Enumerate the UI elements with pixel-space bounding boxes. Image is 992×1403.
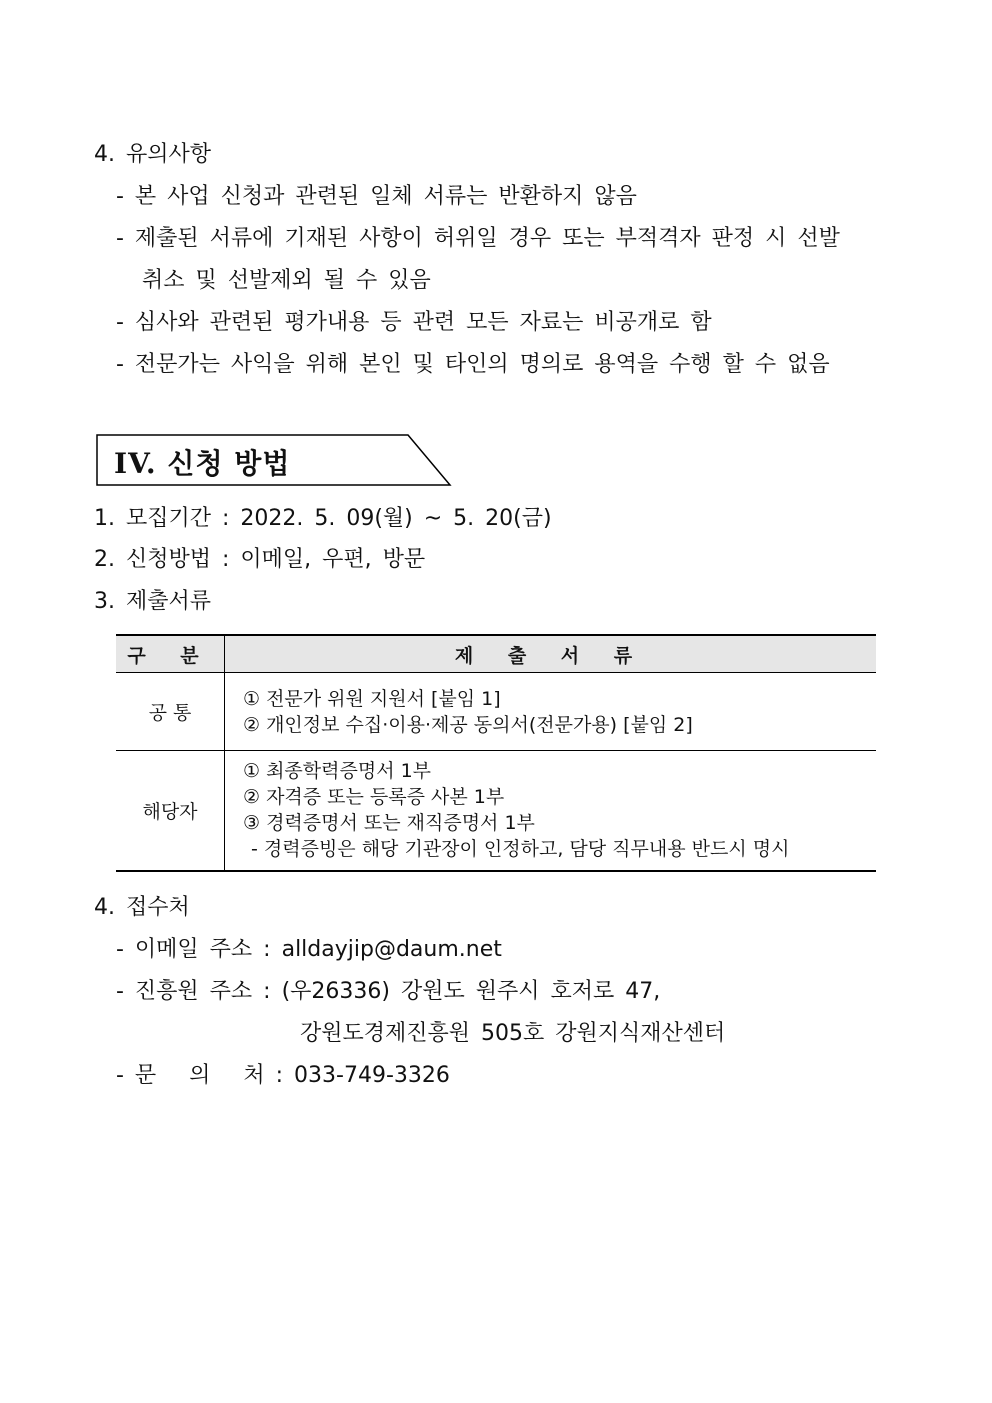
reception-address-continued: 강원도경제진흥원 505호 강원지식재산센터 [300,1021,726,1046]
document-item: ① 최종학력증명서 1부 [243,760,432,783]
document-item: ② 개인정보 수집·이용·제공 동의서(전문가용) [붙임 2] [243,713,693,736]
notes-item: - 심사와 관련된 평가내용 등 관련 모든 자료는 비공개로 함 [116,310,712,335]
document-item: ① 전문가 위원 지원서 [붙임 1] [243,687,501,710]
application-period: 1. 모집기간 : 2022. 5. 09(월) ~ 5. 20(금) [94,506,552,531]
notes-item-continued: 취소 및 선발제외 될 수 있음 [142,268,431,293]
documents-heading: 3. 제출서류 [94,589,211,614]
document-item: ③ 경력증명서 또는 재직증명서 1부 [243,812,535,835]
table-header-row [116,635,876,673]
notes-item: - 전문가는 사익을 위해 본인 및 타인의 명의로 용역을 수행 할 수 없음 [116,352,830,377]
table-cell-documents [225,673,877,751]
table-cell-category: 공 통 [116,673,225,751]
application-method: 2. 신청방법 : 이메일, 우편, 방문 [94,547,426,572]
documents-table [116,634,876,872]
table-row [116,751,876,871]
table-header-documents: 제 출 서 류 [225,635,877,673]
section-title-box [96,434,452,486]
notes-item: - 제출된 서류에 기재된 사항이 허위일 경우 또는 부적격자 판정 시 선발 [116,226,840,251]
table-cell-category: 해당자 [116,751,225,871]
reception-email: - 이메일 주소 : alldayjip@daum.net [116,937,502,962]
table-cell-documents [225,751,877,871]
section-title: IV. 신청 방법 [114,447,291,480]
reception-heading: 4. 접수처 [94,895,190,920]
document-item: ② 자격증 또는 등록증 사본 1부 [243,786,505,809]
table-header-category: 구 분 [116,635,225,673]
reception-address: - 진흥원 주소 : (우26336) 강원도 원주시 호저로 47, [116,979,661,1004]
notes-heading: 4. 유의사항 [94,142,211,167]
reception-contact: - 문 의 처 : 033-749-3326 [116,1063,450,1088]
notes-item: - 본 사업 신청과 관련된 일체 서류는 반환하지 않음 [116,184,637,209]
document-note: - 경력증빙은 해당 기관장이 인정하고, 담당 직무내용 반드시 명시 [251,838,790,861]
table-row [116,673,876,751]
